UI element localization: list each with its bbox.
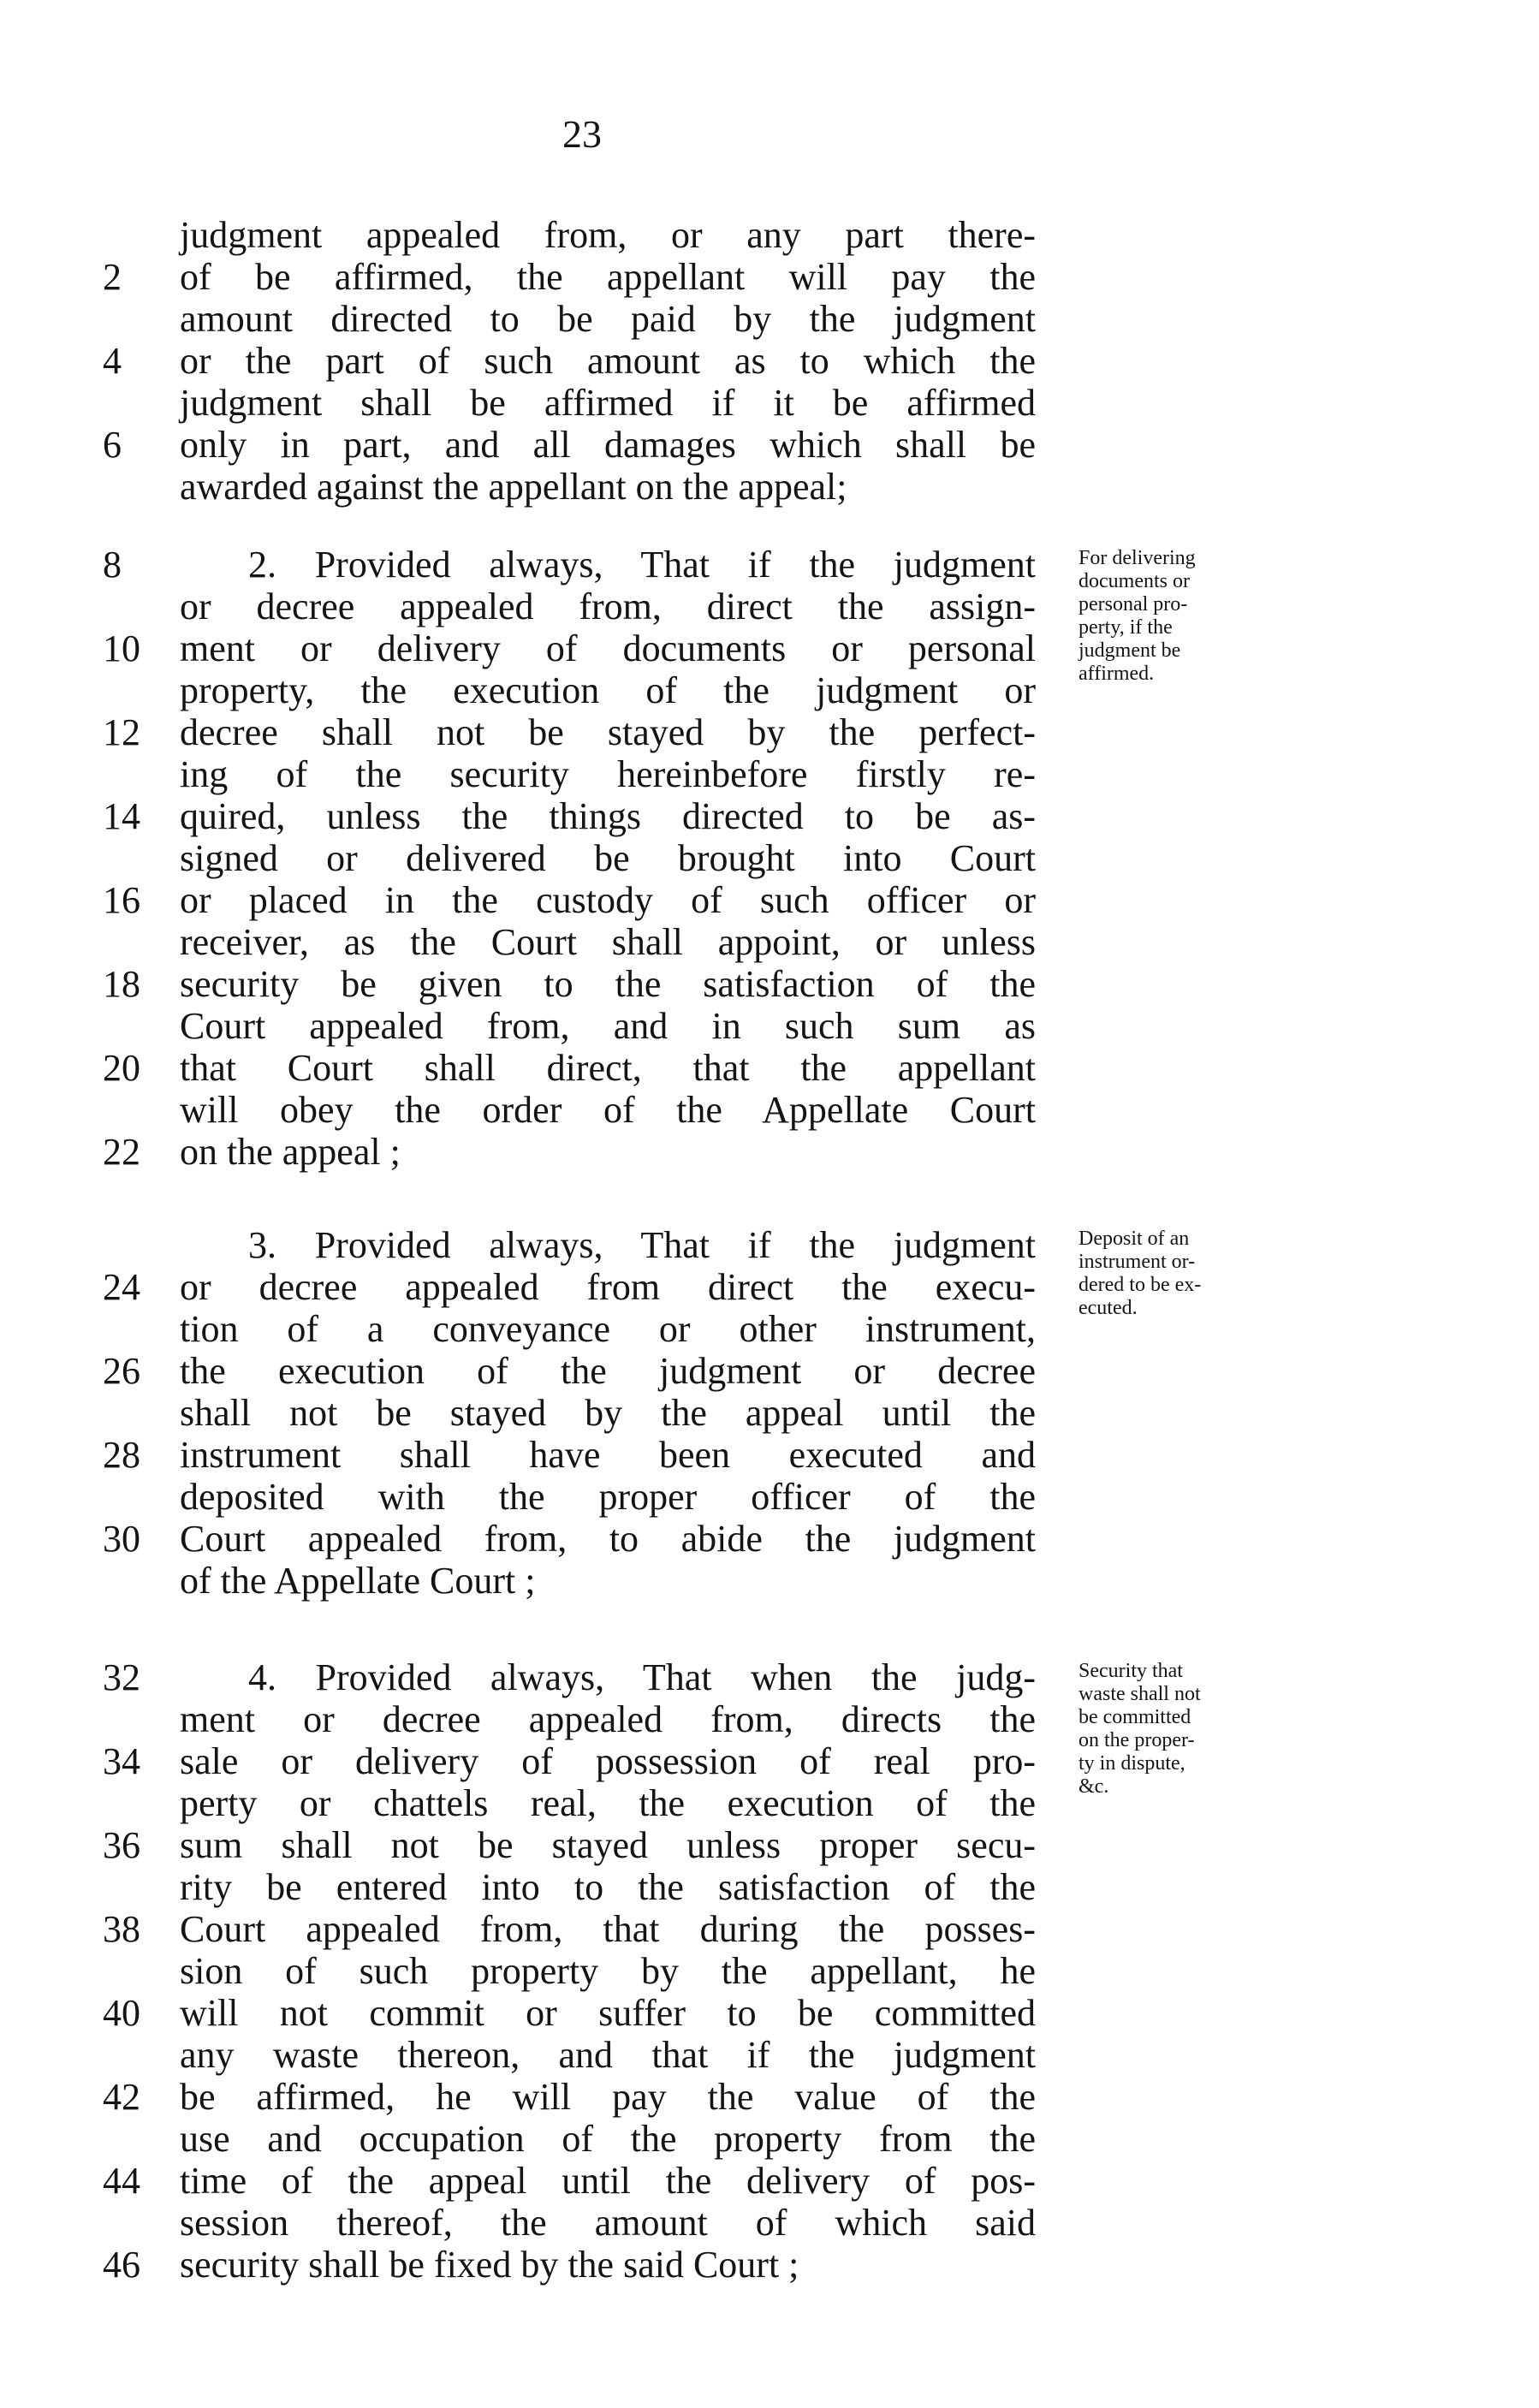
line-number: 28 (103, 1434, 140, 1476)
text-line (103, 2202, 1412, 2244)
text-line (103, 298, 1412, 340)
text-line (103, 1908, 1412, 1950)
text-line (103, 711, 1412, 753)
paragraph-section (103, 214, 1412, 508)
line-text: judgment shall be affirmed if it be affirmed (180, 382, 1036, 424)
line-text: or placed in the custody of such officer or (180, 879, 1036, 921)
text-line (103, 466, 1412, 508)
line-text: perty or chattels real, the execution of the (180, 1782, 1036, 1824)
line-text: ment or delivery of documents or personal (180, 627, 1036, 669)
text-line (103, 963, 1412, 1005)
line-text: 4. Provided always, That when the judg- (248, 1656, 1036, 1698)
text-line (103, 753, 1412, 795)
line-text: ing of the security hereinbefore firstly re- (180, 753, 1036, 795)
line-number: 16 (103, 879, 140, 921)
line-text: sum shall not be stayed unless proper secu- (180, 1824, 1036, 1866)
line-number: 20 (103, 1047, 140, 1089)
text-line (103, 2034, 1412, 2076)
line-number: 46 (103, 2244, 140, 2286)
text-line (103, 256, 1412, 298)
text-line (103, 1131, 1412, 1173)
line-text: quired, unless the things directed to be as- (180, 795, 1036, 837)
marginal-note (1078, 1228, 1250, 1320)
marginal-note-line: documents or (1078, 570, 1190, 592)
line-number: 30 (103, 1518, 140, 1560)
text-line (103, 837, 1412, 879)
line-text: rity be entered into to the satisfaction of the (180, 1866, 1036, 1908)
marginal-note-line: Deposit of an (1078, 1228, 1190, 1250)
line-number: 12 (103, 711, 140, 753)
text-line (103, 1992, 1412, 2034)
text-line (103, 340, 1412, 382)
marginal-note-line: be committed (1078, 1706, 1191, 1728)
line-text: 3. Provided always, That if the judgment (248, 1224, 1036, 1266)
line-text: or decree appealed from direct the execu- (180, 1266, 1036, 1308)
line-number: 32 (103, 1656, 140, 1698)
line-text: on the appeal ; (180, 1131, 401, 1173)
marginal-note-line: waste shall not (1078, 1683, 1201, 1705)
line-text: session thereof, the amount of which said (180, 2202, 1036, 2244)
text-line (103, 1518, 1412, 1560)
marginal-note-line: affirmed. (1078, 663, 1155, 685)
line-text: instrument shall have been executed and (180, 1434, 1036, 1476)
line-number: 38 (103, 1908, 140, 1950)
line-text: ment or decree appealed from, directs the (180, 1698, 1036, 1740)
text-line (103, 1350, 1412, 1392)
text-line (103, 1089, 1412, 1131)
marginal-note-line: on the proper- (1078, 1729, 1195, 1751)
line-text: or the part of such amount as to which the (180, 340, 1036, 382)
text-line (103, 1560, 1412, 1602)
line-text: shall not be stayed by the appeal until the (180, 1392, 1036, 1434)
text-line (103, 1392, 1412, 1434)
text-line (103, 1950, 1412, 1992)
text-line (103, 424, 1412, 466)
line-text: time of the appeal until the delivery of pos- (180, 2160, 1036, 2202)
text-line (103, 214, 1412, 256)
line-text: security be given to the satisfaction of the (180, 963, 1036, 1005)
line-text: amount directed to be paid by the judgment (180, 298, 1036, 340)
marginal-note-line: Security that (1078, 1660, 1183, 1682)
line-text: Court appealed from, that during the posses- (180, 1908, 1036, 1950)
text-line (103, 1005, 1412, 1047)
marginal-note-line: ecuted. (1078, 1297, 1138, 1319)
line-text: will not commit or suffer to be committed (180, 1992, 1036, 2034)
marginal-note (1078, 547, 1250, 686)
text-line (103, 2244, 1412, 2286)
line-text: awarded against the appellant on the appeal; (180, 466, 847, 508)
marginal-note-line: dered to be ex- (1078, 1274, 1202, 1296)
line-text: Court appealed from, to abide the judgment (180, 1518, 1036, 1560)
line-number: 42 (103, 2076, 140, 2118)
marginal-note-line: &c. (1078, 1775, 1109, 1798)
line-text: 2. Provided always, That if the judgment (248, 544, 1036, 586)
line-number: 36 (103, 1824, 140, 1866)
marginal-note-line: perty, if the (1078, 616, 1173, 639)
line-text: or decree appealed from, direct the assign- (180, 586, 1036, 627)
line-number: 10 (103, 627, 140, 669)
text-line (103, 2118, 1412, 2160)
line-text: signed or delivered be brought into Court (180, 837, 1036, 879)
line-number: 34 (103, 1740, 140, 1782)
line-text: tion of a conveyance or other instrument, (180, 1308, 1036, 1350)
line-number: 14 (103, 795, 140, 837)
text-line (103, 2160, 1412, 2202)
marginal-note-line: personal pro- (1078, 593, 1188, 615)
line-text: security shall be fixed by the said Court ; (180, 2244, 799, 2286)
text-line (103, 382, 1412, 424)
line-number: 22 (103, 1131, 140, 1173)
line-number: 18 (103, 963, 140, 1005)
line-text: sale or delivery of possession of real pro- (180, 1740, 1036, 1782)
line-text: sion of such property by the appellant, he (180, 1950, 1036, 1992)
line-text: use and occupation of the property from the (180, 2118, 1036, 2160)
line-text: will obey the order of the Appellate Court (180, 1089, 1036, 1131)
line-text: decree shall not be stayed by the perfect- (180, 711, 1036, 753)
text-line (103, 879, 1412, 921)
text-line (103, 1476, 1412, 1518)
text-line (103, 1824, 1412, 1866)
line-text: deposited with the proper officer of the (180, 1476, 1036, 1518)
line-text: Court appealed from, and in such sum as (180, 1005, 1036, 1047)
line-text: of be affirmed, the appellant will pay the (180, 256, 1036, 298)
text-line (103, 1047, 1412, 1089)
text-line (103, 795, 1412, 837)
marginal-note-line: For delivering (1078, 547, 1196, 569)
paragraph-section (103, 1656, 1412, 2286)
line-number: 26 (103, 1350, 140, 1392)
text-line (103, 921, 1412, 963)
marginal-note-line: ty in dispute, (1078, 1752, 1185, 1775)
line-text: only in part, and all damages which shall be (180, 424, 1036, 466)
text-line (103, 1866, 1412, 1908)
line-number: 6 (103, 424, 122, 466)
line-number: 8 (103, 544, 122, 586)
line-text: of the Appellate Court ; (180, 1560, 536, 1602)
line-number: 2 (103, 256, 122, 298)
text-line (103, 1434, 1412, 1476)
page-number: 23 (562, 112, 602, 156)
line-text: receiver, as the Court shall appoint, or unless (180, 921, 1036, 963)
line-text: be affirmed, he will pay the value of the (180, 2076, 1036, 2118)
line-text: the execution of the judgment or decree (180, 1350, 1036, 1392)
line-text: that Court shall direct, that the appellant (180, 1047, 1036, 1089)
line-text: any waste thereon, and that if the judgment (180, 2034, 1036, 2076)
marginal-note (1078, 1660, 1250, 1799)
paragraph-section (103, 544, 1412, 1173)
marginal-note-line: judgment be (1078, 639, 1181, 662)
paragraph-section (103, 1224, 1412, 1602)
line-text: property, the execution of the judgment or (180, 669, 1036, 711)
text-line (103, 2076, 1412, 2118)
line-number: 4 (103, 340, 122, 382)
line-number: 44 (103, 2160, 140, 2202)
line-text: judgment appealed from, or any part there- (180, 214, 1036, 256)
line-number: 40 (103, 1992, 140, 2034)
marginal-note-line: instrument or- (1078, 1251, 1196, 1273)
line-number: 24 (103, 1266, 140, 1308)
